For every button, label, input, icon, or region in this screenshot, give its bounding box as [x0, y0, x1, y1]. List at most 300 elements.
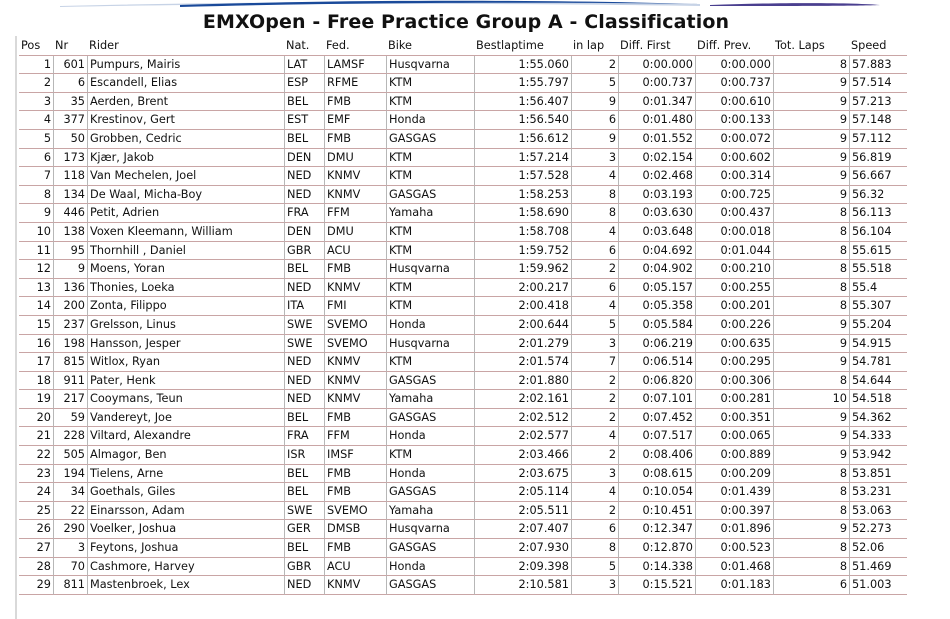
- cell-in-lap: 2: [571, 409, 618, 428]
- table-row: [19, 520, 907, 539]
- cell-diff-prev: 0:00.281: [695, 390, 773, 409]
- cell-tot-laps: 9: [773, 316, 849, 335]
- cell-nat: NED: [284, 576, 324, 595]
- cell-rider: Voxen Kleemann, William: [87, 223, 284, 242]
- cell-nat: SWE: [284, 335, 324, 354]
- table-row: [19, 409, 907, 428]
- cell-rider: Almagor, Ben: [87, 446, 284, 465]
- cell-bestlaptime: 2:02.161: [474, 390, 571, 409]
- cell-rider: De Waal, Micha-Boy: [87, 186, 284, 205]
- cell-in-lap: 6: [571, 520, 618, 539]
- cell-diff-prev: 0:00.725: [695, 186, 773, 205]
- cell-pos: 15: [19, 316, 53, 335]
- cell-nr: 35: [53, 93, 87, 112]
- cell-speed: 55.4: [849, 279, 907, 298]
- cell-tot-laps: 9: [773, 74, 849, 93]
- cell-pos: 13: [19, 279, 53, 298]
- cell-nat: BEL: [284, 93, 324, 112]
- cell-diff-first: 0:10.451: [618, 502, 695, 521]
- cell-nr: 118: [53, 167, 87, 186]
- cell-bestlaptime: 1:58.708: [474, 223, 571, 242]
- cell-nat: BEL: [284, 465, 324, 484]
- cell-bestlaptime: 2:00.644: [474, 316, 571, 335]
- cell-nr: 173: [53, 149, 87, 168]
- cell-nat: ITA: [284, 297, 324, 316]
- cell-in-lap: 3: [571, 335, 618, 354]
- cell-fed: LAMSF: [324, 56, 386, 75]
- cell-nat: NED: [284, 372, 324, 391]
- table-row: [19, 297, 907, 316]
- table-row: [19, 56, 907, 75]
- cell-bike: Yamaha: [386, 204, 474, 223]
- cell-bestlaptime: 1:57.214: [474, 149, 571, 168]
- cell-bike: Husqvarna: [386, 520, 474, 539]
- cell-tot-laps: 8: [773, 260, 849, 279]
- cell-diff-prev: 0:00.737: [695, 74, 773, 93]
- cell-diff-prev: 0:00.523: [695, 539, 773, 558]
- cell-in-lap: 4: [571, 223, 618, 242]
- cell-bestlaptime: 2:01.880: [474, 372, 571, 391]
- cell-bike: KTM: [386, 167, 474, 186]
- cell-diff-first: 0:03.648: [618, 223, 695, 242]
- cell-speed: 52.273: [849, 520, 907, 539]
- cell-bike: GASGAS: [386, 186, 474, 205]
- cell-diff-prev: 0:00.397: [695, 502, 773, 521]
- cell-speed: 57.514: [849, 74, 907, 93]
- page-title: EMXOpen - Free Practice Group A - Classification: [202, 11, 730, 33]
- cell-diff-first: 0:10.054: [618, 483, 695, 502]
- cell-tot-laps: 9: [773, 427, 849, 446]
- cell-pos: 17: [19, 353, 53, 372]
- cell-in-lap: 6: [571, 279, 618, 298]
- classification-table: [19, 37, 907, 595]
- table-row: [19, 149, 907, 168]
- cell-speed: 51.003: [849, 576, 907, 595]
- cell-diff-first: 0:08.406: [618, 446, 695, 465]
- cell-diff-prev: 0:00.889: [695, 446, 773, 465]
- cell-diff-prev: 0:01.044: [695, 242, 773, 261]
- cell-rider: Pumpurs, Mairis: [87, 56, 284, 75]
- cell-fed: ACU: [324, 558, 386, 577]
- cell-bestlaptime: 2:07.407: [474, 520, 571, 539]
- col-header-pos: Pos: [19, 37, 53, 56]
- cell-bestlaptime: 2:03.675: [474, 465, 571, 484]
- cell-speed: 55.518: [849, 260, 907, 279]
- cell-in-lap: 2: [571, 56, 618, 75]
- cell-bestlaptime: 2:02.577: [474, 427, 571, 446]
- cell-nat: NED: [284, 167, 324, 186]
- cell-pos: 20: [19, 409, 53, 428]
- cell-nat: SWE: [284, 316, 324, 335]
- cell-bike: KTM: [386, 93, 474, 112]
- cell-rider: Petit, Adrien: [87, 204, 284, 223]
- cell-pos: 28: [19, 558, 53, 577]
- cell-diff-prev: 0:00.602: [695, 149, 773, 168]
- cell-pos: 4: [19, 111, 53, 130]
- cell-bike: KTM: [386, 74, 474, 93]
- col-header-nr: Nr: [53, 37, 87, 56]
- cell-in-lap: 6: [571, 242, 618, 261]
- cell-nat: NED: [284, 353, 324, 372]
- cell-bestlaptime: 2:01.279: [474, 335, 571, 354]
- cell-fed: SVEMO: [324, 335, 386, 354]
- cell-diff-first: 0:03.193: [618, 186, 695, 205]
- cell-rider: Cooymans, Teun: [87, 390, 284, 409]
- cell-in-lap: 9: [571, 130, 618, 149]
- cell-bestlaptime: 1:56.540: [474, 111, 571, 130]
- cell-bestlaptime: 1:58.253: [474, 186, 571, 205]
- cell-nr: 95: [53, 242, 87, 261]
- table-row: [19, 483, 907, 502]
- cell-nr: 377: [53, 111, 87, 130]
- cell-pos: 5: [19, 130, 53, 149]
- cell-tot-laps: 8: [773, 56, 849, 75]
- cell-rider: Viltard, Alexandre: [87, 427, 284, 446]
- cell-nr: 290: [53, 520, 87, 539]
- cell-in-lap: 5: [571, 558, 618, 577]
- cell-pos: 29: [19, 576, 53, 595]
- table-row: [19, 558, 907, 577]
- cell-rider: Thornhill , Daniel: [87, 242, 284, 261]
- cell-bestlaptime: 2:02.512: [474, 409, 571, 428]
- cell-in-lap: 2: [571, 390, 618, 409]
- cell-speed: 56.104: [849, 223, 907, 242]
- cell-tot-laps: 9: [773, 130, 849, 149]
- cell-fed: DMU: [324, 149, 386, 168]
- cell-bike: KTM: [386, 297, 474, 316]
- cell-tot-laps: 8: [773, 372, 849, 391]
- cell-nr: 3: [53, 539, 87, 558]
- cell-speed: 53.942: [849, 446, 907, 465]
- cell-diff-prev: 0:00.201: [695, 297, 773, 316]
- cell-nat: BEL: [284, 483, 324, 502]
- cell-fed: SVEMO: [324, 502, 386, 521]
- cell-diff-prev: 0:00.295: [695, 353, 773, 372]
- cell-diff-first: 0:04.902: [618, 260, 695, 279]
- cell-fed: FMB: [324, 93, 386, 112]
- cell-diff-prev: 0:00.209: [695, 465, 773, 484]
- cell-fed: SVEMO: [324, 316, 386, 335]
- cell-diff-first: 0:06.820: [618, 372, 695, 391]
- cell-diff-first: 0:01.347: [618, 93, 695, 112]
- cell-diff-prev: 0:00.314: [695, 167, 773, 186]
- cell-fed: RFME: [324, 74, 386, 93]
- cell-fed: KNMV: [324, 372, 386, 391]
- cell-speed: 56.113: [849, 204, 907, 223]
- cell-in-lap: 4: [571, 167, 618, 186]
- cell-fed: FMB: [324, 483, 386, 502]
- cell-rider: Einarsson, Adam: [87, 502, 284, 521]
- cell-speed: 55.204: [849, 316, 907, 335]
- cell-diff-first: 0:07.517: [618, 427, 695, 446]
- cell-rider: Cashmore, Harvey: [87, 558, 284, 577]
- cell-fed: FMI: [324, 297, 386, 316]
- cell-fed: FMB: [324, 465, 386, 484]
- cell-fed: KNMV: [324, 167, 386, 186]
- cell-bike: KTM: [386, 279, 474, 298]
- cell-bike: Yamaha: [386, 390, 474, 409]
- cell-rider: Escandell, Elias: [87, 74, 284, 93]
- cell-bike: GASGAS: [386, 483, 474, 502]
- cell-bike: Yamaha: [386, 502, 474, 521]
- cell-pos: 22: [19, 446, 53, 465]
- cell-tot-laps: 9: [773, 111, 849, 130]
- cell-fed: DMSB: [324, 520, 386, 539]
- cell-bike: Honda: [386, 465, 474, 484]
- col-header-bestlaptime: Bestlaptime: [474, 37, 571, 56]
- cell-pos: 26: [19, 520, 53, 539]
- col-header-bike: Bike: [386, 37, 474, 56]
- cell-rider: Goethals, Giles: [87, 483, 284, 502]
- cell-nat: NED: [284, 279, 324, 298]
- cell-bike: GASGAS: [386, 576, 474, 595]
- cell-tot-laps: 10: [773, 390, 849, 409]
- table-row: [19, 502, 907, 521]
- cell-rider: Aerden, Brent: [87, 93, 284, 112]
- cell-diff-prev: 0:00.018: [695, 223, 773, 242]
- cell-fed: FMB: [324, 539, 386, 558]
- cell-nat: GER: [284, 520, 324, 539]
- table-row: [19, 372, 907, 391]
- cell-fed: DMU: [324, 223, 386, 242]
- cell-in-lap: 8: [571, 186, 618, 205]
- cell-bestlaptime: 2:05.114: [474, 483, 571, 502]
- cell-pos: 14: [19, 297, 53, 316]
- table-row: [19, 186, 907, 205]
- cell-rider: Tielens, Arne: [87, 465, 284, 484]
- cell-bike: Husqvarna: [386, 260, 474, 279]
- cell-rider: Pater, Henk: [87, 372, 284, 391]
- cell-bestlaptime: 1:55.060: [474, 56, 571, 75]
- cell-nr: 194: [53, 465, 87, 484]
- cell-rider: Mastenbroek, Lex: [87, 576, 284, 595]
- cell-nat: DEN: [284, 223, 324, 242]
- cell-pos: 2: [19, 74, 53, 93]
- cell-rider: Witlox, Ryan: [87, 353, 284, 372]
- cell-pos: 16: [19, 335, 53, 354]
- cell-speed: 57.148: [849, 111, 907, 130]
- cell-in-lap: 4: [571, 297, 618, 316]
- cell-tot-laps: 8: [773, 223, 849, 242]
- cell-pos: 9: [19, 204, 53, 223]
- cell-in-lap: 2: [571, 372, 618, 391]
- header-banner: [0, 0, 950, 10]
- cell-nr: 228: [53, 427, 87, 446]
- cell-tot-laps: 8: [773, 465, 849, 484]
- cell-diff-first: 0:06.219: [618, 335, 695, 354]
- cell-speed: 53.851: [849, 465, 907, 484]
- cell-pos: 8: [19, 186, 53, 205]
- cell-nr: 34: [53, 483, 87, 502]
- cell-diff-prev: 0:00.226: [695, 316, 773, 335]
- cell-tot-laps: 9: [773, 409, 849, 428]
- cell-nr: 9: [53, 260, 87, 279]
- cell-diff-first: 0:14.338: [618, 558, 695, 577]
- cell-diff-prev: 0:01.896: [695, 520, 773, 539]
- cell-diff-first: 0:03.630: [618, 204, 695, 223]
- table-row: [19, 427, 907, 446]
- cell-pos: 21: [19, 427, 53, 446]
- cell-bestlaptime: 1:56.612: [474, 130, 571, 149]
- cell-bike: GASGAS: [386, 372, 474, 391]
- cell-rider: Feytons, Joshua: [87, 539, 284, 558]
- cell-bestlaptime: 2:10.581: [474, 576, 571, 595]
- table-row: [19, 260, 907, 279]
- table-row: [19, 242, 907, 261]
- cell-nr: 22: [53, 502, 87, 521]
- cell-nat: ISR: [284, 446, 324, 465]
- cell-bike: KTM: [386, 149, 474, 168]
- page-left-rule: [15, 36, 17, 619]
- cell-in-lap: 2: [571, 446, 618, 465]
- cell-diff-first: 0:00.000: [618, 56, 695, 75]
- cell-tot-laps: 8: [773, 539, 849, 558]
- table-row: [19, 335, 907, 354]
- table-row: [19, 74, 907, 93]
- cell-tot-laps: 8: [773, 558, 849, 577]
- table-row: [19, 93, 907, 112]
- cell-fed: ACU: [324, 242, 386, 261]
- cell-nr: 136: [53, 279, 87, 298]
- cell-tot-laps: 8: [773, 297, 849, 316]
- cell-diff-first: 0:01.480: [618, 111, 695, 130]
- cell-pos: 24: [19, 483, 53, 502]
- cell-diff-first: 0:01.552: [618, 130, 695, 149]
- cell-diff-first: 0:02.154: [618, 149, 695, 168]
- cell-rider: Grobben, Cedric: [87, 130, 284, 149]
- cell-rider: Hansson, Jesper: [87, 335, 284, 354]
- cell-nr: 50: [53, 130, 87, 149]
- cell-nr: 815: [53, 353, 87, 372]
- cell-nat: SWE: [284, 502, 324, 521]
- cell-speed: 56.819: [849, 149, 907, 168]
- table-row: [19, 204, 907, 223]
- cell-nr: 59: [53, 409, 87, 428]
- cell-nat: NED: [284, 390, 324, 409]
- cell-nr: 138: [53, 223, 87, 242]
- cell-nat: BEL: [284, 409, 324, 428]
- cell-diff-first: 0:00.737: [618, 74, 695, 93]
- col-header-rider: Rider: [87, 37, 284, 56]
- cell-diff-first: 0:06.514: [618, 353, 695, 372]
- cell-fed: KNMV: [324, 576, 386, 595]
- cell-tot-laps: 8: [773, 483, 849, 502]
- table-row: [19, 390, 907, 409]
- cell-bike: KTM: [386, 223, 474, 242]
- cell-bestlaptime: 2:05.511: [474, 502, 571, 521]
- cell-bike: Honda: [386, 316, 474, 335]
- cell-nr: 200: [53, 297, 87, 316]
- cell-nr: 134: [53, 186, 87, 205]
- cell-pos: 1: [19, 56, 53, 75]
- cell-diff-first: 0:08.615: [618, 465, 695, 484]
- table-row: [19, 465, 907, 484]
- cell-speed: 57.112: [849, 130, 907, 149]
- cell-tot-laps: 9: [773, 93, 849, 112]
- col-header-diff-first: Diff. First: [618, 37, 695, 56]
- cell-nat: BEL: [284, 130, 324, 149]
- cell-diff-first: 0:12.870: [618, 539, 695, 558]
- cell-diff-prev: 0:00.635: [695, 335, 773, 354]
- table-row: [19, 446, 907, 465]
- cell-diff-first: 0:05.157: [618, 279, 695, 298]
- cell-in-lap: 3: [571, 149, 618, 168]
- cell-in-lap: 8: [571, 539, 618, 558]
- cell-fed: KNMV: [324, 353, 386, 372]
- cell-tot-laps: 9: [773, 335, 849, 354]
- table-row: [19, 111, 907, 130]
- cell-speed: 57.883: [849, 56, 907, 75]
- cell-nr: 70: [53, 558, 87, 577]
- cell-tot-laps: 9: [773, 149, 849, 168]
- cell-fed: IMSF: [324, 446, 386, 465]
- cell-nat: NED: [284, 186, 324, 205]
- cell-nat: EST: [284, 111, 324, 130]
- cell-fed: FFM: [324, 427, 386, 446]
- cell-speed: 54.518: [849, 390, 907, 409]
- cell-diff-prev: 0:00.306: [695, 372, 773, 391]
- table-row: [19, 130, 907, 149]
- cell-tot-laps: 8: [773, 502, 849, 521]
- cell-bestlaptime: 2:01.574: [474, 353, 571, 372]
- cell-bike: Honda: [386, 111, 474, 130]
- cell-nat: BEL: [284, 539, 324, 558]
- cell-nr: 601: [53, 56, 87, 75]
- table-row: [19, 576, 907, 595]
- cell-pos: 25: [19, 502, 53, 521]
- cell-fed: EMF: [324, 111, 386, 130]
- cell-diff-first: 0:05.358: [618, 297, 695, 316]
- cell-rider: Thonies, Loeka: [87, 279, 284, 298]
- cell-in-lap: 2: [571, 502, 618, 521]
- cell-bike: Honda: [386, 558, 474, 577]
- cell-pos: 3: [19, 93, 53, 112]
- table-row: [19, 223, 907, 242]
- cell-bike: Husqvarna: [386, 335, 474, 354]
- cell-speed: 57.213: [849, 93, 907, 112]
- cell-pos: 10: [19, 223, 53, 242]
- cell-pos: 11: [19, 242, 53, 261]
- cell-speed: 52.06: [849, 539, 907, 558]
- cell-bestlaptime: 2:03.466: [474, 446, 571, 465]
- cell-in-lap: 3: [571, 576, 618, 595]
- cell-speed: 51.469: [849, 558, 907, 577]
- cell-rider: Van Mechelen, Joel: [87, 167, 284, 186]
- cell-rider: Grelsson, Linus: [87, 316, 284, 335]
- cell-diff-prev: 0:00.133: [695, 111, 773, 130]
- col-header-nat: Nat.: [284, 37, 324, 56]
- cell-diff-first: 0:07.452: [618, 409, 695, 428]
- cell-nat: FRA: [284, 427, 324, 446]
- cell-nat: DEN: [284, 149, 324, 168]
- cell-diff-prev: 0:00.610: [695, 93, 773, 112]
- col-header-in-lap: in lap: [571, 37, 618, 56]
- cell-bestlaptime: 2:07.930: [474, 539, 571, 558]
- cell-tot-laps: 9: [773, 186, 849, 205]
- cell-in-lap: 5: [571, 316, 618, 335]
- cell-in-lap: 2: [571, 260, 618, 279]
- cell-rider: Moens, Yoran: [87, 260, 284, 279]
- cell-pos: 19: [19, 390, 53, 409]
- cell-bike: Honda: [386, 427, 474, 446]
- cell-pos: 7: [19, 167, 53, 186]
- cell-diff-first: 0:04.692: [618, 242, 695, 261]
- table-row: [19, 316, 907, 335]
- cell-pos: 27: [19, 539, 53, 558]
- cell-in-lap: 4: [571, 483, 618, 502]
- table-row: [19, 353, 907, 372]
- cell-in-lap: 3: [571, 465, 618, 484]
